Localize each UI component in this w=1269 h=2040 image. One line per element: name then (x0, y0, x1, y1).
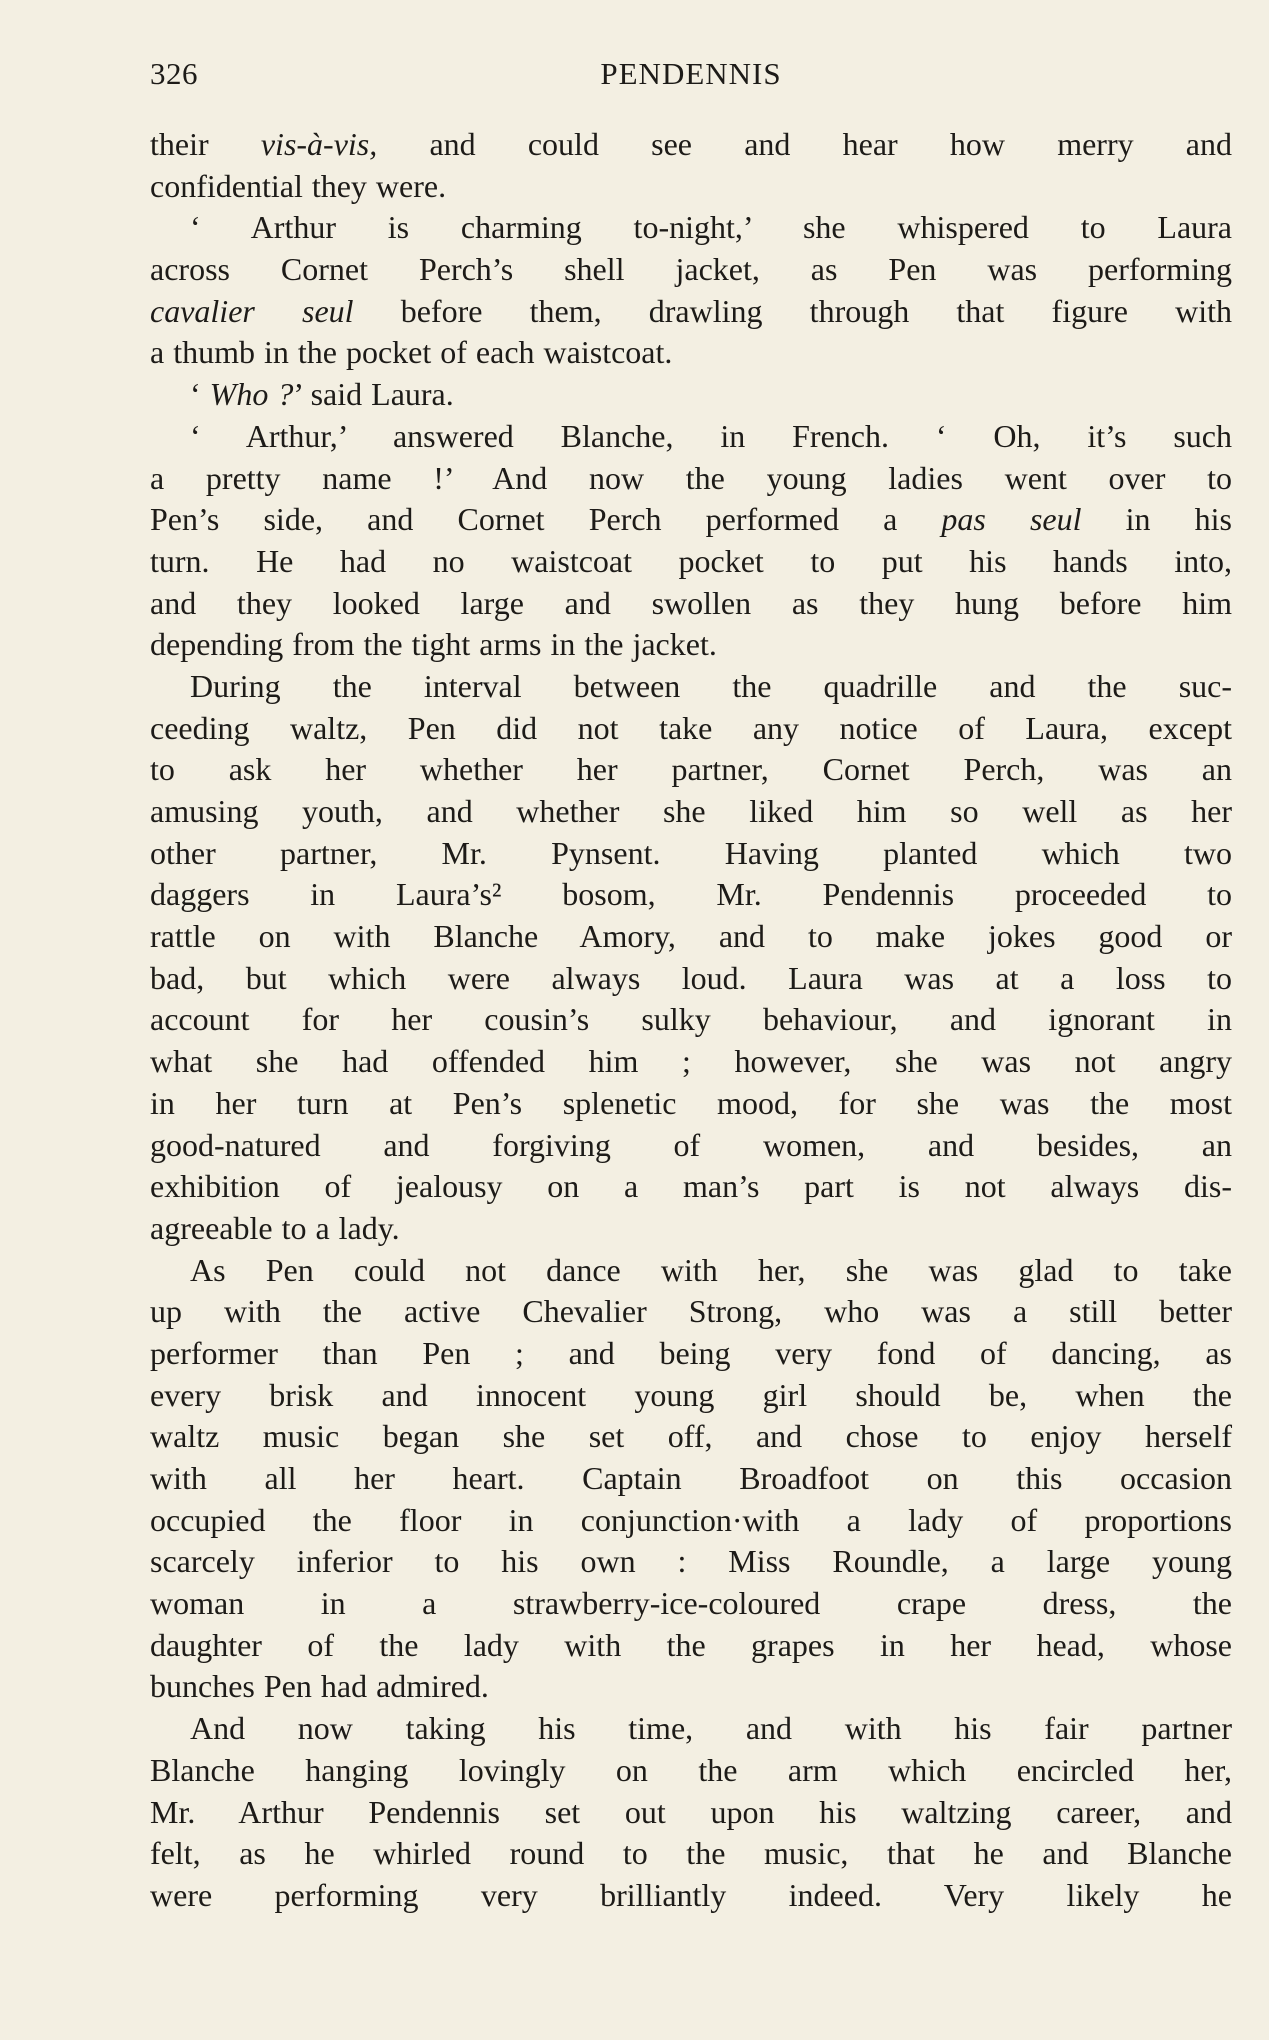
text-line: ceeding waltz, Pen did not take any notice of Laura, except (150, 709, 1232, 746)
text-line: were performing very brilliantly indeed. Very likely he (150, 1876, 1232, 1913)
text-line: rattle on with Blanche Amory, and to make jokes good or (150, 918, 1232, 955)
text-run: their (150, 126, 261, 162)
text-line: across Cornet Perch’s shell jacket, as Pen was performing (150, 251, 1232, 288)
text-line: account for her cousin’s sulky behaviour, and ignorant in (150, 1001, 1232, 1038)
text-line: other partner, Mr. Pynsent. Having planted which two (150, 834, 1232, 871)
text-line (150, 374, 1232, 416)
text-line: agreeable to a lady. (150, 1209, 400, 1246)
text-run: ‘ (190, 376, 210, 413)
text-run: before them, drawling through that figure with (353, 292, 1233, 329)
text-line: amusing youth, and whether she liked him so well as her (150, 793, 1232, 829)
text-line: occupied the floor in conjunction·with a lady of proportions (150, 1501, 1232, 1538)
text-line: ‘ Arthur,’ answered Blanche, in French. ‘ Oh, it’s such (190, 417, 1232, 454)
text-line: Blanche hanging lovingly on the arm which encircled her, (150, 1751, 1232, 1788)
text-line: ‘ Arthur is charming to-night,’ she whispered to Laura (190, 209, 1232, 246)
text-line: exhibition of jealousy on a man’s part is not always dis- (150, 1168, 1232, 1205)
text-line: And now taking his time, and with his fair partner (190, 1710, 1232, 1747)
text-line: scarcely inferior to his own : Miss Roundle, a large young (150, 1543, 1232, 1580)
text-run: ’ said Laura. (293, 376, 454, 413)
text-line: performer than Pen ; and being very fond of dancing, as (150, 1334, 1232, 1371)
text-line (150, 499, 1232, 541)
text-line: confidential they were. (150, 167, 447, 204)
text-line: up with the active Chevalier Strong, who was a still better (150, 1293, 1232, 1330)
text-line (150, 291, 1232, 333)
running-title: PENDENNIS (600, 56, 782, 91)
running-head (150, 52, 1232, 96)
italic-phrase: vis-à-vis, (260, 126, 378, 162)
text-line: daughter of the lady with the grapes in her head, whose (150, 1626, 1232, 1663)
text-line (150, 124, 1232, 166)
text-line: to ask her whether her partner, Cornet Perch, was an (150, 751, 1232, 788)
text-run: Pen’s side, and Cornet Perch performed a (150, 501, 942, 538)
text-line: with all her heart. Captain Broadfoot on this occasion (150, 1460, 1232, 1496)
text-line: waltz music began she set off, and chose to enjoy herself (150, 1418, 1232, 1455)
text-line: a pretty name !’ And now the young ladies went over to (150, 459, 1232, 496)
text-line: what she had offended him ; however, she was not angry (150, 1043, 1232, 1080)
page-number: 326 (150, 56, 198, 91)
text-line: bunches Pen had admired. (150, 1668, 489, 1705)
text-line: bad, but which were always loud. Laura was at a loss to (150, 959, 1232, 996)
text-line: felt, as he whirled round to the music, that he and Blanche (150, 1835, 1232, 1872)
text-line: every brisk and innocent young girl should be, when the (150, 1376, 1232, 1413)
text-line: During the interval between the quadrille and the suc- (190, 667, 1232, 704)
text-line: and they looked large and swollen as they hung before him (150, 584, 1232, 621)
text-line: Mr. Arthur Pendennis set out upon his waltzing career, and (150, 1793, 1232, 1830)
text-line: As Pen could not dance with her, she was glad to take (190, 1251, 1232, 1288)
text-line: depending from the tight arms in the jacket. (150, 626, 717, 663)
italic-phrase: Who ? (209, 376, 294, 413)
body-text (150, 124, 1232, 1917)
text-line: good-natured and forgiving of women, and besides, an (150, 1126, 1232, 1163)
italic-phrase: cavalier seul (150, 292, 354, 329)
book-page (150, 52, 1232, 1917)
text-line: daggers in Laura’s² bosom, Mr. Pendennis proceeded to (150, 876, 1232, 913)
italic-phrase: pas seul (941, 501, 1082, 538)
text-line: in her turn at Pen’s splenetic mood, for she was the most (150, 1084, 1232, 1121)
text-line: turn. He had no waistcoat pocket to put his hands into, (150, 542, 1232, 579)
text-line: a thumb in the pocket of each waistcoat. (150, 334, 673, 371)
text-run: and could see and hear how merry and (377, 126, 1233, 162)
text-run: in his (1081, 501, 1232, 538)
text-line: woman in a strawberry-ice-coloured crape dress, the (150, 1585, 1232, 1622)
